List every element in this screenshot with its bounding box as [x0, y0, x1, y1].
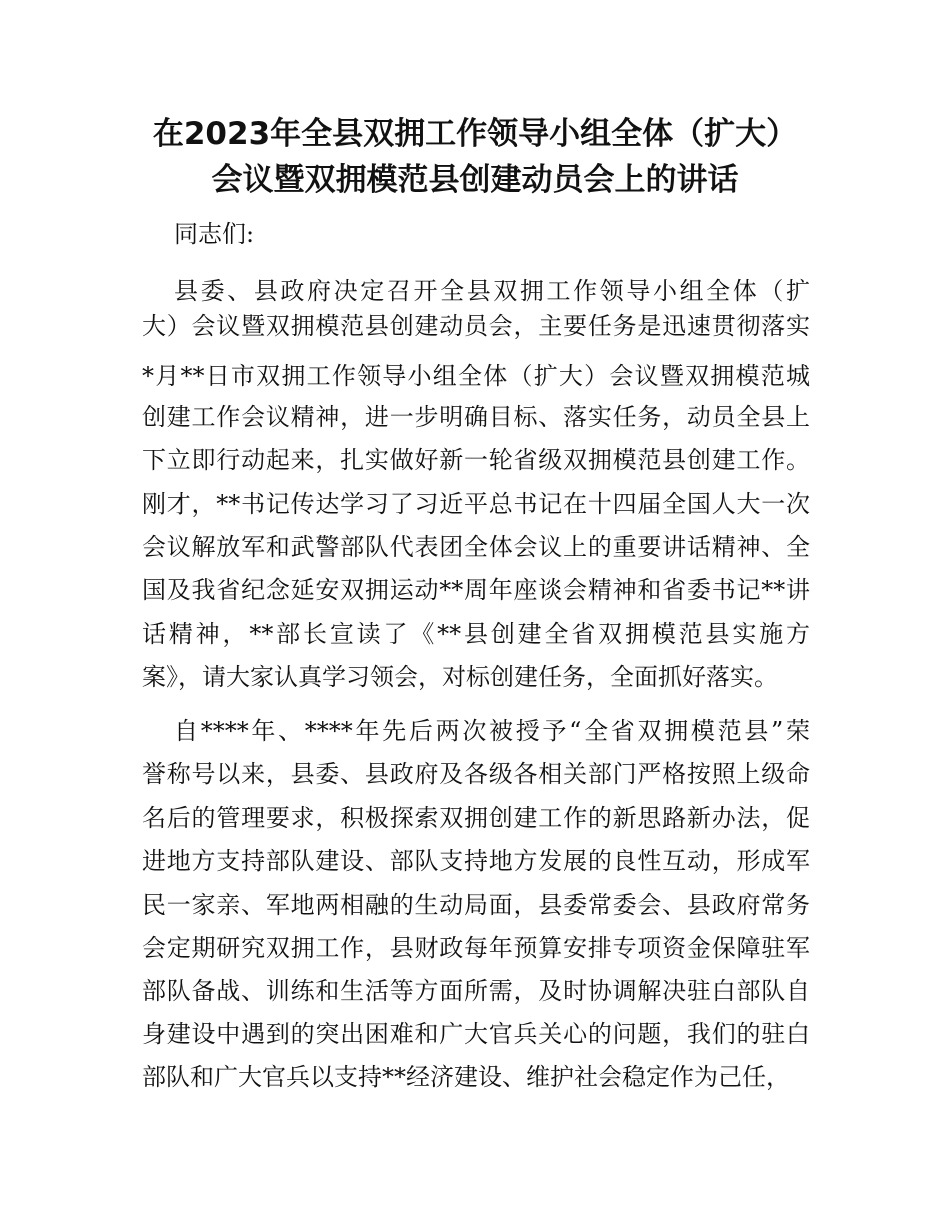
paragraph-line: 话精神，**部长宣读了《**县创建全省双拥模范县实施方: [142, 620, 810, 648]
paragraph-line: 会议解放军和武警部队代表团全体会议上的重要讲话精神、全: [142, 533, 810, 561]
paragraph-line: 案》，请大家认真学习领会，对标创建任务，全面抓好落实。: [142, 663, 778, 691]
paragraph-line: 创建工作会议精神，进一步明确目标、落实任务，动员全县上: [142, 403, 810, 431]
paragraph-line: 进地方支持部队建设、部队支持地方发展的良性互动，形成军: [142, 847, 810, 875]
greeting: 同志们:: [174, 220, 255, 248]
paragraph-line: 身建设中遇到的突出困难和广大官兵关心的问题，我们的驻白: [142, 1020, 810, 1048]
paragraph-line: 名后的管理要求，积极探索双拥创建工作的新思路新办法，促: [142, 804, 810, 832]
paragraph-line: 会定期研究双拥工作，县财政每年预算安排专项资金保障驻军: [142, 934, 810, 962]
paragraph-line: 大）会议暨双拥模范县创建动员会，主要任务是迅速贯彻落实: [142, 312, 810, 340]
paragraph-line: 刚才，**书记传达学习了习近平总书记在十四届全国人大一次: [142, 490, 810, 518]
paragraph-line: 部队备战、训练和生活等方面所需，及时协调解决驻白部队自: [142, 977, 810, 1005]
paragraph-line: 自****年、****年先后两次被授予“全省双拥模范县”荣: [174, 717, 810, 745]
paragraph-line: 县委、县政府决定召开全县双拥工作领导小组全体（扩: [174, 277, 810, 305]
paragraph-line: 誉称号以来，县委、县政府及各级各相关部门严格按照上级命: [142, 760, 810, 788]
document-title-line-2: 会议暨双拥模范县创建动员会上的讲话: [211, 162, 739, 198]
paragraph-line: 下立即行动起来，扎实做好新一轮省级双拥模范县创建工作。: [142, 446, 810, 474]
paragraph-line: 民一家亲、军地两相融的生动局面，县委常委会、县政府常务: [142, 891, 810, 919]
document-title-line-1: 在2023年全县双拥工作领导小组全体（扩大）: [152, 116, 798, 152]
paragraph-line: *月**日市双拥工作领导小组全体（扩大）会议暨双拥模范城: [142, 362, 810, 390]
paragraph-line: 国及我省纪念延安双拥运动**周年座谈会精神和省委书记**讲: [142, 576, 810, 604]
paragraph-line: 部队和广大官兵以支持**经济建设、维护社会稳定作为己任，: [142, 1063, 790, 1091]
